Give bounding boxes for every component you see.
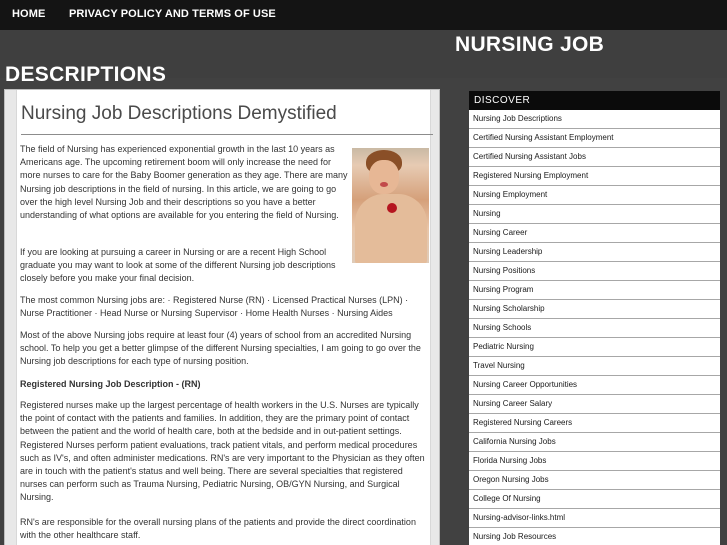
sidebar-link[interactable]: Registered Nursing Employment (469, 167, 720, 186)
article-photo (352, 148, 429, 263)
photo-face (369, 160, 399, 194)
article-paragraph-1: The field of Nursing has experienced exponential growth in the last 10 years as Americans age. The upcoming retirement boom will only increase the need for more nurses to care for the Baby Boomer generation as they age. There are many Nursing job descriptions in the field of nursing. In this article, we are going to go over the high level Nursing Job and their descriptions so you have a better understanding of what options are available for you entering the field of Nursing. (20, 144, 348, 221)
sidebar-link[interactable]: Nursing Employment (469, 186, 720, 205)
sidebar-link[interactable]: Certified Nursing Assistant Employment (469, 129, 720, 148)
sidebar-link[interactable]: Certified Nursing Assistant Jobs (469, 148, 720, 167)
photo-mouth (380, 182, 388, 187)
article-paragraph-2: If you are looking at pursuing a career in Nursing or are a recent High School graduate you may want to look at some of the different Nursing job descriptions closely before you make your final decision. (20, 247, 336, 284)
nav-home-link[interactable]: HOME (12, 8, 46, 20)
top-nav (0, 0, 727, 30)
sidebar-link[interactable]: Nursing Job Descriptions (469, 110, 720, 129)
article-paragraph-5: Registered nurses make up the largest percentage of health workers in the U.S. Nurses are typically the point of contact with the patients and families. In addition, they are the primary point of contact between the patient and the world of health care, both at the bedside and in out-patient settings. Registered Nurses perform patient evaluations, track patient vitals, and perform medical procedures such as IV's, and often administer medications. RN's are very important to the Physician as they often are in touch with the patient's status and well being. There are several specialties that registered nurses can perform such as Trauma Nursing, Pediatric Nursing, OB/GYN Nursing, and Surgical Nursing. (20, 400, 425, 503)
sidebar-link[interactable]: Pediatric Nursing (469, 338, 720, 357)
stethoscope-icon (387, 203, 397, 213)
sidebar-link[interactable]: Nursing Career Opportunities (469, 376, 720, 395)
article-paragraph-4: Most of the above Nursing jobs require at least four (4) years of school from an accredited Nursing school. To help you get a better glimpse of the different Nursing specialties, I am going to go over the Nursing job descriptions for each type of nursing position. (20, 330, 421, 367)
sidebar-link[interactable]: Travel Nursing (469, 357, 720, 376)
site-title-line-1[interactable]: NURSING JOB (455, 33, 605, 56)
article-paragraph-3: The most common Nursing jobs are: · Registered Nurse (RN) · Licensed Practical Nurses (LPN) · Nurse Practitioner · Head Nurse or Nursing Supervisor · Home Health Nurses · Nursing Aides (20, 295, 409, 319)
sidebar-heading: DISCOVER (469, 91, 720, 110)
sidebar-link[interactable]: California Nursing Jobs (469, 433, 720, 452)
sidebar-link[interactable]: Nursing Positions (469, 262, 720, 281)
article-paragraph-6: RN's are responsible for the overall nursing plans of the patients and provide the direct coordination with the other healthcare staff. (20, 517, 416, 541)
sidebar-link[interactable]: College Of Nursing (469, 490, 720, 509)
sidebar-link[interactable]: Nursing Job Resources (469, 528, 720, 545)
main-content-frame (4, 89, 440, 545)
article-subheading: Registered Nursing Job Description - (RN) (20, 379, 201, 389)
article-title: Nursing Job Descriptions Demystified (21, 103, 433, 135)
sidebar-link[interactable]: Florida Nursing Jobs (469, 452, 720, 471)
sidebar-link[interactable]: Nursing Program (469, 281, 720, 300)
nav-privacy-link[interactable]: PRIVACY POLICY AND TERMS OF USE (69, 8, 276, 20)
sidebar-link[interactable]: Nursing Scholarship (469, 300, 720, 319)
sidebar-link[interactable]: Nursing Schools (469, 319, 720, 338)
article (16, 90, 431, 545)
sidebar (469, 91, 720, 545)
sidebar-link[interactable]: Nursing Career (469, 224, 720, 243)
sidebar-link[interactable]: Oregon Nursing Jobs (469, 471, 720, 490)
sidebar-link[interactable]: Nursing (469, 205, 720, 224)
sidebar-link[interactable]: Nursing Career Salary (469, 395, 720, 414)
sidebar-link[interactable]: Nursing Leadership (469, 243, 720, 262)
site-title-line-2[interactable]: DESCRIPTIONS (5, 63, 167, 86)
sidebar-link[interactable]: Nursing-advisor-links.html (469, 509, 720, 528)
sidebar-link[interactable]: Registered Nursing Careers (469, 414, 720, 433)
